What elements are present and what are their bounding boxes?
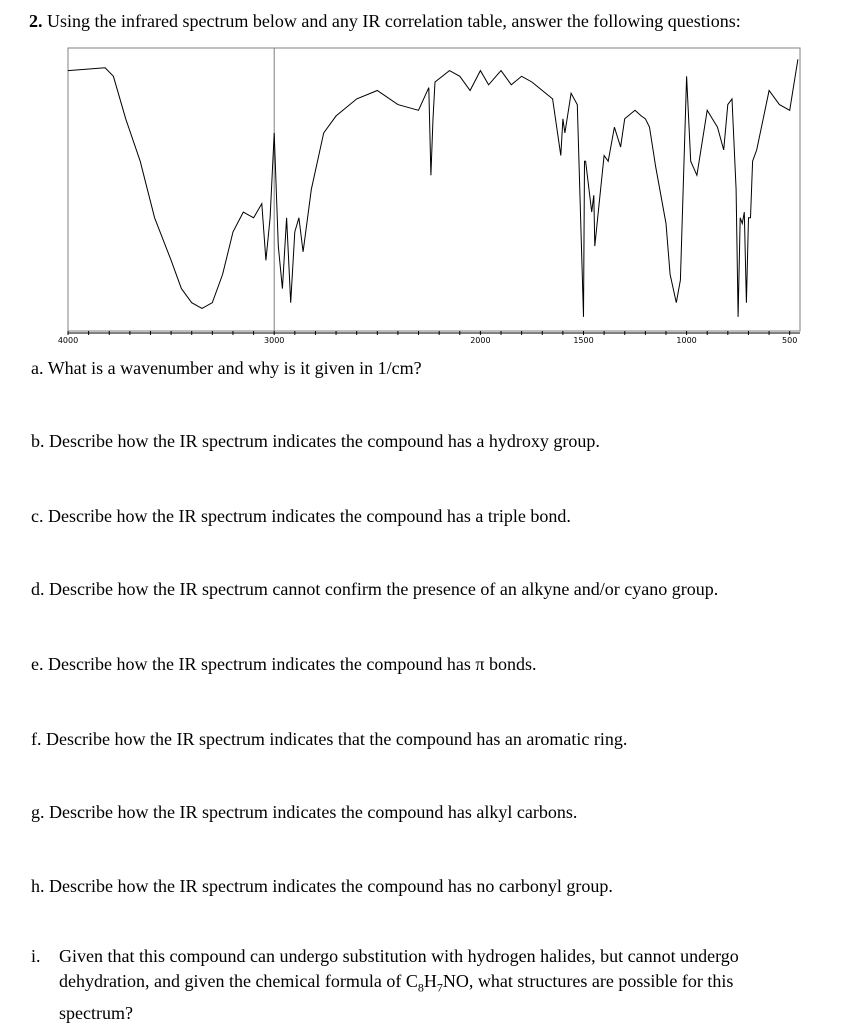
question-b [31, 431, 600, 452]
question-d-label: d. [31, 579, 45, 599]
question-i-label: i. [31, 946, 41, 966]
question-c-label: c. [31, 506, 44, 526]
question-h-label: h. [31, 876, 45, 896]
tick-label-1500: 1500 [573, 336, 594, 345]
question-e-text: Describe how the IR spectrum indicates the compound has π bonds. [48, 654, 537, 674]
question-f [31, 729, 627, 750]
question-b-label: b. [31, 431, 45, 451]
question-h-text: Describe how the IR spectrum indicates the compound has no carbonyl group. [49, 876, 613, 896]
question-f-text: Describe how the IR spectrum indicates that the compound has an aromatic ring. [46, 729, 628, 749]
question-g-text: Describe how the IR spectrum indicates the compound has alkyl carbons. [49, 802, 578, 822]
tick-label-2000: 2000 [470, 336, 491, 345]
question-d [31, 579, 718, 600]
plot-frame [68, 48, 800, 331]
tick-label-1000: 1000 [676, 336, 697, 345]
question-c-text: Describe how the IR spectrum indicates the compound has a triple bond. [48, 506, 571, 526]
tick-label-4000: 4000 [57, 336, 79, 345]
question-h [31, 876, 613, 897]
question-c [31, 506, 571, 527]
question-a-label: a. [31, 358, 44, 378]
question-f-label: f. [31, 729, 42, 749]
ir-spectrum-chart [0, 0, 852, 350]
question-i-text: Given that this compound can undergo substitution with hydrogen halides, but cannot undergo dehydration, and given the chemical formula of $C_8H_7NO$, what structures are possible for this spectrum? [59, 946, 739, 1023]
tick-label-500: 500 [782, 336, 798, 345]
question-i [31, 944, 791, 1026]
question-prompt: Using the infrared spectrum below and any IR correlation table, answer the following questions: [47, 11, 741, 31]
question-b-text: Describe how the IR spectrum indicates the compound has a hydroxy group. [49, 431, 600, 451]
question-e-label: e. [31, 654, 44, 674]
question-g-label: g. [31, 802, 45, 822]
question-e [31, 654, 536, 675]
question-g [31, 802, 577, 823]
question-a [31, 358, 422, 379]
question-number: 2. [29, 11, 43, 31]
question-a-text: What is a wavenumber and why is it given in 1/cm? [47, 358, 422, 378]
question-d-text: Describe how the IR spectrum cannot confirm the presence of an alkyne and/or cyano group. [49, 579, 719, 599]
tick-label-3000: 3000 [264, 336, 285, 345]
